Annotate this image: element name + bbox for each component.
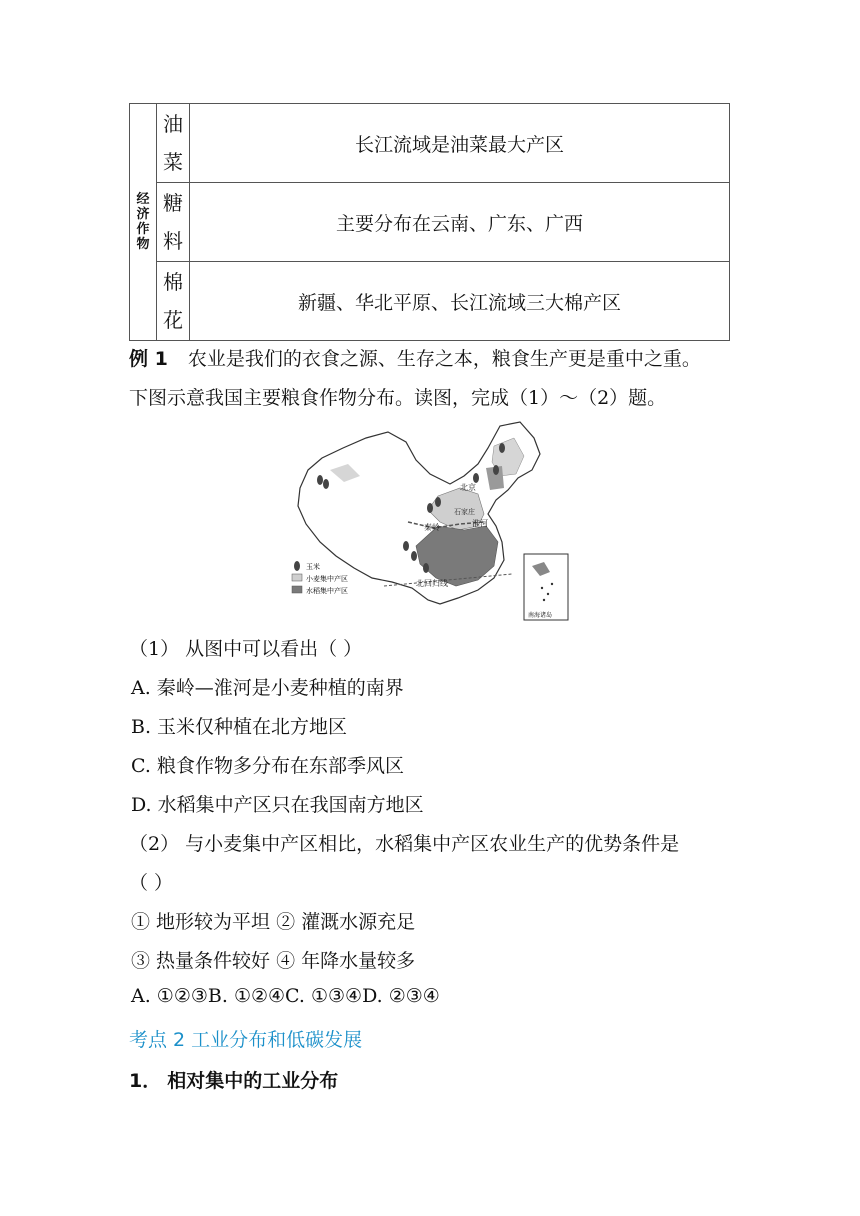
- crop-table: [129, 103, 730, 341]
- south-sea-inset: [524, 554, 568, 620]
- q1-option: A. 秦岭—淮河是小麦种植的南界: [131, 677, 404, 699]
- q1-option: B. 玉米仅种植在北方地区: [131, 716, 348, 738]
- subsection-title: 相对集中的工业分布: [167, 1070, 339, 1092]
- example-line-2: 下图示意我国主要粮食作物分布。读图，完成（1）～（2）题。: [129, 387, 667, 409]
- crop-name-line: 棉: [163, 270, 183, 294]
- category-label: 经济作物: [136, 192, 150, 252]
- q2-paren: （ ）: [129, 872, 174, 894]
- q1-option: C. 粮食作物多分布在东部季风区: [131, 755, 404, 777]
- inset-label: 南海诸岛: [528, 612, 553, 619]
- subsection-heading: [129, 1066, 338, 1093]
- example-line-1: [129, 344, 701, 371]
- q2-conditions: ① 地形较为平坦 ② 灌溉水源充足: [131, 911, 416, 933]
- crop-description: 长江流域是油菜最大产区: [190, 104, 730, 183]
- crop-name-cell: [157, 262, 190, 341]
- corn-legend-icon: [294, 561, 300, 571]
- q2-answers: A. ①②③B. ①②④C. ①③④D. ②③④: [131, 985, 440, 1007]
- subsection-number: 1．: [129, 1070, 162, 1092]
- category-cell: [130, 104, 157, 341]
- rice-legend-swatch: [292, 586, 302, 593]
- q1-stem: （1） 从图中可以看出（ ）: [129, 638, 363, 660]
- crop-name-cell: [157, 104, 190, 183]
- example-label: 例 1: [129, 348, 168, 370]
- wheat-legend-swatch: [292, 574, 302, 581]
- crop-name-cell: [157, 183, 190, 262]
- legend-label: 小麦集中产区: [306, 575, 348, 583]
- legend-label: 水稻集中产区: [306, 587, 348, 595]
- crop-name-line: 花: [163, 308, 183, 332]
- crop-name-line: 料: [163, 229, 183, 253]
- tropic-label: 北回归线: [416, 579, 448, 588]
- legend-label: 玉米: [306, 563, 320, 571]
- crop-description: 主要分布在云南、广东、广西: [190, 183, 730, 262]
- huaihe-label: 淮河: [472, 519, 488, 528]
- crop-name-line: 油: [163, 112, 183, 136]
- example-text-1: 农业是我们的衣食之源、生存之本，粮食生产更是重中之重。: [187, 348, 701, 370]
- crop-name-line: 糖: [163, 191, 183, 215]
- china-crop-map: [288, 418, 570, 622]
- beijing-label: 北京: [460, 483, 476, 492]
- qinling-label: 秦岭: [424, 523, 440, 532]
- shijiazhuang-label: 石家庄: [454, 508, 475, 516]
- crop-name-line: 菜: [163, 150, 183, 174]
- crop-description: 新疆、华北平原、长江流域三大棉产区: [190, 262, 730, 341]
- q1-option: D. 水稻集中产区只在我国南方地区: [131, 794, 424, 816]
- q2-conditions: ③ 热量条件较好 ④ 年降水量较多: [131, 950, 416, 972]
- map-legend: [292, 561, 348, 595]
- section-title: 考点 2 工业分布和低碳发展: [129, 1029, 363, 1051]
- q2-stem: （2） 与小麦集中产区相比，水稻集中产区农业生产的优势条件是: [129, 833, 680, 855]
